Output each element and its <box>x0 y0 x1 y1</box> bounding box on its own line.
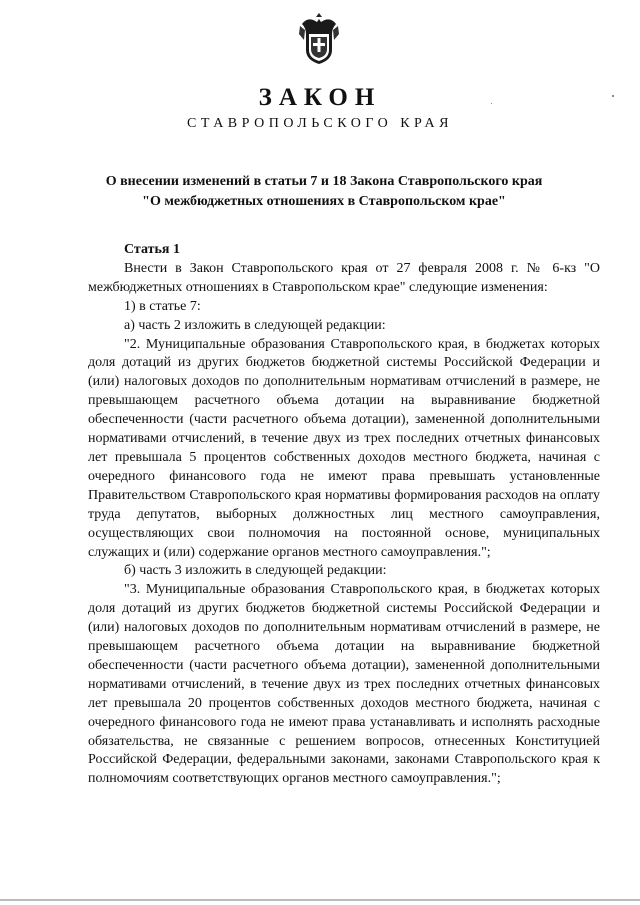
scan-edge-line <box>0 899 640 901</box>
heading-line-1: О внесении изменений в статьи 7 и 18 Закона Ставропольского края <box>105 174 543 189</box>
body-paragraph: 1) в статье 7: <box>124 298 201 314</box>
body-paragraph: "2. Муниципальные образования Ставропольского края, в бюджетах которых доля дотаций из других бюджетов бюджетной системы Российской Федерации и (или) налоговых доходов по дополнительным нормативам отчислений в размере, не превышающем расчетного объема дотации на выравнивание бюджетной обеспеченности (части расчетного объема дотации), замененной дополнительными нормативами отчислений, в течение двух из трех последних отчетных финансовых лет превышала 5 процентов собственных доходов местного бюджета, начиная с очередного финансового года не имеют права превышать установленные Правительством Ставропольского края нормативы формирования расходов на оплату труда депутатов, выборных должностных лиц местного самоуправления, осуществляющих свои полномочия на постоянной основе, муниципальных служащих и (или) содержание органов местного самоуправления."; <box>88 336 600 560</box>
law-heading <box>90 172 558 212</box>
body-paragraph: "3. Муниципальные образования Ставропольского края, в бюджетах которых доля дотаций из других бюджетов бюджетной системы Российской Федерации и (или) налоговых доходов по дополнительным нормативам отчислений в размере, не превышающем расчетного объема дотации на выравнивание бюджетной обеспеченности (части расчетного объема дотации), замененной дополнительными нормативами отчислений, в течение двух из трех последних отчетных финансовых лет превышала 20 процентов собственных доходов местного бюджета, начиная с очередного финансового года не имеют права устанавливать и исполнять расходные обязательства, не связанные с решением вопросов, отнесенных Конституцией Российской Федерации, федеральными законами, законами Ставропольского края к полномочиям соответствующих органов местного самоуправления."; <box>88 582 600 787</box>
article-label: Статья 1 <box>124 242 180 257</box>
scan-speck <box>612 95 614 97</box>
body-paragraph: а) часть 2 изложить в следующей редакции: <box>124 317 386 333</box>
body-paragraph: Внести в Закон Ставропольского края от 27 февраля 2008 г. № 6-кз "О межбюджетных отношениях в Ставропольском крае" следующие изменения: <box>88 260 600 295</box>
scan-speck <box>491 103 492 104</box>
law-title: ЗАКОН <box>258 84 382 111</box>
heading-line-2: "О межбюджетных отношениях в Ставропольском крае" <box>142 194 506 209</box>
coat-of-arms-icon <box>298 10 340 66</box>
document-body <box>88 241 600 789</box>
law-subtitle: СТАВРОПОЛЬСКОГО КРАЯ <box>187 116 453 131</box>
body-paragraph: б) часть 3 изложить в следующей редакции: <box>124 563 387 579</box>
